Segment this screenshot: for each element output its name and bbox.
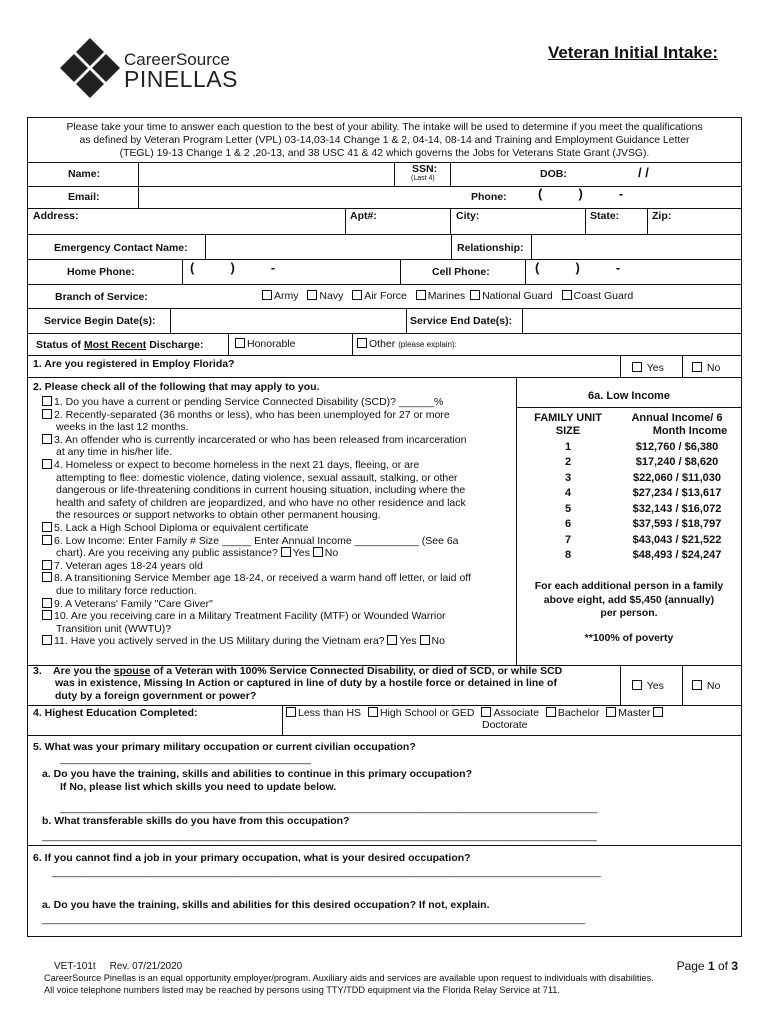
family-size-cell: 1 [564, 440, 572, 453]
q3-no[interactable]: No [692, 680, 720, 692]
ssn-label: SSN: [412, 163, 438, 175]
low-income-table: FAMILY UNIT SIZE Annual Income/ 6 Month Income 1 $12,760 / $6,380 2 $17,240 / $8,620 3 $22,060 / $11,030 4 $27,234 / $13,617 5 $32,143 / $16,072 6 $37,593 / $18,797 7 $43,043 / $21,522 8 $48,493 / $24,247 [520, 412, 738, 563]
intro-line2: as defined by Veteran Program Letter (VPL) 03-14,03-14 Change 1 & 2, 04-14, 08-14 and Training and Employment Guidance Letter [79, 134, 690, 146]
branch-coast-guard[interactable]: Coast Guard [562, 290, 634, 302]
family-size-cell: 6 [564, 518, 572, 531]
emergency-field[interactable] [205, 234, 452, 259]
q1-yes[interactable]: Yes [632, 362, 664, 374]
q6a-answer[interactable]: _____________________________________________________________________________________________ [42, 913, 586, 925]
low-income-title: 6a. Low Income [588, 390, 670, 402]
honorable-option[interactable]: Honorable [235, 338, 295, 350]
form-number: VET-101t Rev. 07/21/2020 [54, 961, 183, 972]
q2-item-2[interactable]: 2. Recently-separated (36 months or less), who has been unemployed for 27 or more [42, 409, 514, 422]
q6-text: 6. If you cannot find a job in your primary occupation, what is your desired occupation? [33, 852, 471, 864]
q1-no[interactable]: No [692, 362, 720, 374]
intro-line1: Please take your time to answer each question to the best of your ability. The intake will be used to determine if you meet the qualifications [66, 122, 703, 133]
low-income-notes: For each additional person in a family above eight, add $5,450 (annually) per person. **100% of poverty [534, 580, 724, 644]
edu-less-than-hs[interactable]: Less than HS [286, 707, 361, 719]
begin-date-label: Service Begin Date(s): [44, 315, 156, 327]
phone-field[interactable]: ( ) - [538, 186, 624, 201]
logo-mark-icon [60, 38, 122, 100]
edu-bachelor[interactable]: Bachelor [546, 707, 599, 719]
branch-national-guard[interactable]: National Guard [470, 290, 553, 302]
q2-item-7[interactable]: 7. Veteran ages 18-24 years old [42, 560, 514, 573]
cell-phone-field[interactable]: ( ) - [535, 260, 621, 275]
income-cell: $43,043 / $21,522 [632, 533, 722, 546]
branch-marines[interactable]: Marines [416, 290, 465, 302]
low-income-row [520, 517, 738, 533]
name-label: Name: [68, 168, 101, 180]
branch-air-force[interactable]: Air Force [352, 290, 407, 302]
q3-text: 3. Are you the spouse of a Veteran with 100% Service Connected Disability, or died of SCD, or while SCD was in existence, Missing In Action or captured in line of duty by a hostile force or detained in line of duty by a foreign government or power? [33, 665, 563, 702]
branch-options [262, 290, 633, 302]
low-income-row [520, 439, 738, 455]
low-income-row [520, 548, 738, 564]
family-size-cell: 3 [564, 471, 572, 484]
logo-line1: CareerSource [124, 50, 230, 69]
income-cell: $48,493 / $24,247 [632, 549, 722, 562]
intro [28, 122, 741, 160]
state-label: State: [590, 210, 620, 222]
ssn-field[interactable] [450, 162, 511, 186]
begin-date-field[interactable] [170, 308, 407, 333]
name-field[interactable] [138, 162, 395, 186]
q2-item-11[interactable]: 11. Have you actively served in the US Military during the Vietnam era? Yes No [42, 635, 514, 648]
dob-field[interactable]: / / [638, 165, 649, 180]
branch-navy[interactable]: Navy [307, 290, 343, 302]
edu-associate[interactable]: Associate [481, 707, 539, 719]
income-cell: $22,060 / $11,030 [632, 471, 722, 484]
address-label: Address: [33, 210, 79, 222]
cell-phone-label: Cell Phone: [432, 266, 490, 278]
q2-list: 1. Do you have a current or pending Service Connected Disability (SCD)? ______% 2. Recently-separated (36 months or less), who has been unemployed for 27 or more weeks in the last 12 months. 3. An offender who is currently incarcerated or who has been released from incarceration at any time in his/her life. 4. Homeless or expect to become homeless in the next 21 days, fleeing, or are attempting to flee: domestic violence, dating violence, sexual assault, stalking, or other dangerous or life-threatening conditions in current housing situation, including where the health and safety of children are jeopardized, and who have no other residence and lack the resources or support networks to obtain other permanent housing. 5. Lack a High School Diploma or equivalent certificate 6. Low Income: Enter Family # Size _____ Enter Annual Income ___________ (See 6a chart). Are you receiving any public assistance? Yes No 7. Veteran ages 18-24 years old 8. A transitioning Service Member age 18-24, or received a warm hand off letter, or laid off due to military force reduction. 9. A Veterans' Family "Care Giver" 10. Are you receiving care in a Military Treatment Facility (MTF) or Wounded Warrior Transition unit (WWTU)? 11. Have you actively served in the US Military during the Vietnam era? Yes No [42, 396, 514, 648]
ssn-sublabel: (Last 4) [411, 175, 435, 182]
apt-label: Apt#: [350, 210, 377, 222]
family-size-cell: 4 [564, 487, 572, 500]
phone-label: Phone: [471, 191, 507, 203]
other-option[interactable]: Other (please explain): [357, 338, 457, 350]
logo [60, 38, 240, 103]
q3-yes[interactable]: Yes [632, 680, 664, 692]
footer-line2: All voice telephone numbers listed may be reached by persons using TTY/TDD equipment via the Florida Relay Service at 711. [44, 985, 560, 995]
q5b-text: b. What transferable skills do you have from this occupation? [42, 815, 350, 827]
q2-item-3[interactable]: 3. An offender who is currently incarcerated or who has been released from incarceration [42, 434, 514, 447]
q5a-answer[interactable]: ____________________________________________________________________________________________ [60, 802, 598, 814]
q5-text: 5. What was your primary military occupation or current civilian occupation? [33, 741, 416, 753]
income-cell: $17,240 / $8,620 [635, 456, 719, 469]
q5-answer[interactable]: ___________________________________________ [60, 753, 312, 765]
edu-high-school[interactable]: High School or GED [368, 707, 475, 719]
q2-header: 2. Please check all of the following that may apply to you. [33, 381, 320, 393]
income-cell: $37,593 / $18,797 [632, 518, 722, 531]
email-label: Email: [68, 191, 100, 203]
low-income-row [520, 455, 738, 471]
income-cell: $12,760 / $6,380 [635, 440, 719, 453]
home-phone-field[interactable]: ( ) - [190, 260, 276, 275]
low-income-row [520, 470, 738, 486]
income-cell: $32,143 / $16,072 [632, 502, 722, 515]
branch-army[interactable]: Army [262, 290, 299, 302]
q2-item-5[interactable]: 5. Lack a High School Diploma or equivalent certificate [42, 522, 514, 535]
q6-answer[interactable]: ______________________________________________________________________________________________ [52, 866, 601, 878]
q5a-sub: If No, please list which skills you need to update below. [60, 781, 337, 793]
family-size-cell: 7 [564, 533, 572, 546]
edu-doctorate[interactable]: Doctorate [482, 719, 528, 731]
dob-label: DOB: [540, 168, 567, 180]
q4-text: 4. Highest Education Completed: [33, 707, 198, 719]
q5a-text: a. Do you have the training, skills and abilities to continue in this primary occupation? [42, 768, 472, 780]
low-income-row [520, 532, 738, 548]
home-phone-label: Home Phone: [67, 266, 135, 278]
income-cell: $27,234 / $13,617 [632, 487, 722, 500]
page-title: Veteran Initial Intake: [547, 43, 718, 62]
page-number: Page 1 of 3 [676, 959, 738, 973]
q6a-text: a. Do you have the training, skills and abilities for this desired occupation? If not, explain. [42, 899, 490, 911]
q5b-answer[interactable]: _______________________________________________________________________________________________ [42, 830, 597, 842]
low-income-row [520, 486, 738, 502]
q2-item-9[interactable]: 9. A Veterans' Family "Care Giver" [42, 598, 514, 611]
q4-options [286, 707, 665, 719]
city-label: City: [456, 210, 480, 222]
intro-line3: (TEGL) 19-13 Change 1 & 2 ,20-13, and 38 USC 41 & 42 which governs the Jobs for Veterans State Grant (JVSG). [119, 147, 650, 159]
end-date-label: Service End Date(s): [410, 315, 513, 327]
edu-master[interactable]: Master [606, 707, 665, 719]
q2-item-4[interactable]: 4. Homeless or expect to become homeless in the next 21 days, fleeing, or are [42, 459, 514, 472]
family-size-cell: 8 [564, 549, 572, 562]
q2-item-6[interactable]: 6. Low Income: Enter Family # Size _____ Enter Annual Income ___________ (See 6a [42, 535, 514, 548]
email-field[interactable] [138, 186, 459, 208]
family-size-cell: 2 [564, 456, 572, 469]
zip-label: Zip: [652, 210, 672, 222]
discharge-label: Status of Most Recent Discharge: [36, 339, 204, 351]
logo-line2: PINELLAS [124, 66, 238, 92]
q2-item-1[interactable]: 1. Do you have a current or pending Service Connected Disability (SCD)? ______% [42, 396, 514, 409]
low-income-row [520, 501, 738, 517]
branch-label: Branch of Service: [55, 291, 148, 303]
q2-item-10[interactable]: 10. Are you receiving care in a Military Treatment Facility (MTF) or Wounded Warrior [42, 610, 514, 623]
emergency-label: Emergency Contact Name: [54, 242, 188, 254]
q1-text: 1. Are you registered in Employ Florida? [33, 358, 235, 370]
q2-item-8[interactable]: 8. A transitioning Service Member age 18-24, or received a warm hand off letter, or laid off [42, 572, 514, 585]
footer-line1: CareerSource Pinellas is an equal opportunity employer/program. Auxiliary aids and services are available upon request to individuals with disabilities. [44, 973, 654, 983]
family-size-cell: 5 [564, 502, 572, 515]
relationship-label: Relationship: [457, 242, 524, 254]
